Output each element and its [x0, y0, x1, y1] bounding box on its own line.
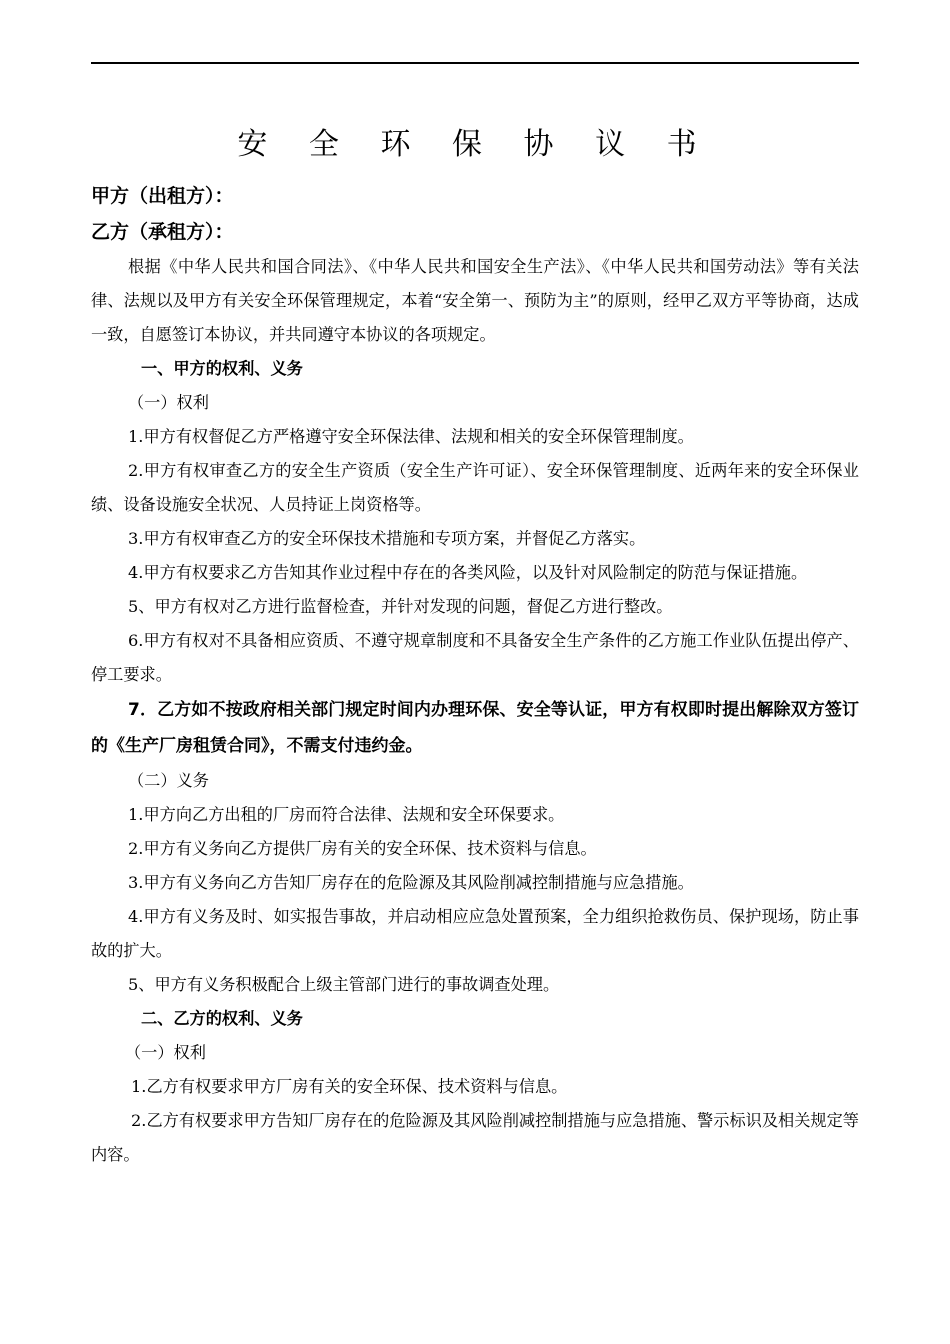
document-title: 安 全 环 保 协 议 书	[237, 127, 713, 162]
section-1-heading: 一、甲方的权利、义务	[141, 359, 303, 378]
section-2-rights-heading: （一）权利	[125, 1043, 206, 1062]
party-a-label: 甲方（出租方）：	[91, 185, 234, 207]
section-1-duty-1: 1.甲方向乙方出租的厂房而符合法律、法规和安全环保要求。	[128, 805, 565, 824]
party-b-label: 乙方（承租方）：	[91, 221, 234, 243]
section-1-right-6: 6.甲方有权对不具备相应资质、不遵守规章制度和不具备安全生产条件的乙方施工作业队伍提出停产、停工要求。	[91, 631, 859, 684]
section-1-right-1: 1.甲方有权督促乙方严格遵守安全环保法律、法规和相关的安全环保管理制度。	[128, 427, 694, 446]
section-1-right-4: 4.甲方有权要求乙方告知其作业过程中存在的各类风险，以及针对风险制定的防范与保证措施。	[128, 563, 808, 582]
section-1-rights-heading: （一）权利	[128, 393, 209, 412]
section-1-right-2: 2.甲方有权审查乙方的安全生产资质（安全生产许可证）、安全环保管理制度、近两年来的安全环保业绩、设备设施安全状况、人员持证上岗资格等。	[91, 461, 859, 514]
section-2-right-1: 1.乙方有权要求甲方厂房有关的安全环保、技术资料与信息。	[131, 1077, 568, 1096]
section-1-right-7: 7．乙方如不按政府相关部门规定时间内办理环保、安全等认证，甲方有权即时提出解除双方签订的《生产厂房租赁合同》，不需支付违约金。	[91, 700, 859, 756]
section-2-heading: 二、乙方的权利、义务	[141, 1009, 303, 1028]
section-1-duty-3: 3.甲方有义务向乙方告知厂房存在的危险源及其风险削减控制措施与应急措施。	[128, 873, 694, 892]
section-1-duties-heading: （二）义务	[128, 771, 209, 790]
section-1-duty-2: 2.甲方有义务向乙方提供厂房有关的安全环保、技术资料与信息。	[128, 839, 597, 858]
section-1-right-3: 3.甲方有权审查乙方的安全环保技术措施和专项方案，并督促乙方落实。	[128, 529, 646, 548]
section-1-duty-4: 4.甲方有义务及时、如实报告事故，并启动相应应急处置预案，全力组织抢救伤员、保护现场，防止事故的扩大。	[91, 907, 859, 960]
document-page	[91, 120, 859, 1172]
section-2-right-2: 2.乙方有权要求甲方告知厂房存在的危险源及其风险削减控制措施与应急措施、警示标识及相关规定等内容。	[91, 1111, 859, 1164]
preamble-paragraph: 根据《中华人民共和国合同法》、《中华人民共和国安全生产法》、《中华人民共和国劳动法》等有关法律、法规以及甲方有关安全环保管理规定，本着“安全第一、预防为主”的原则，经甲乙双方平等协商，达成一致，自愿签订本协议，并共同遵守本协议的各项规定。	[91, 257, 859, 344]
header-rule	[91, 62, 859, 64]
section-1-right-5: 5、甲方有权对乙方进行监督检查，并针对发现的问题，督促乙方进行整改。	[128, 597, 673, 616]
section-1-duty-5: 5、甲方有义务积极配合上级主管部门进行的事故调查处理。	[128, 975, 560, 994]
